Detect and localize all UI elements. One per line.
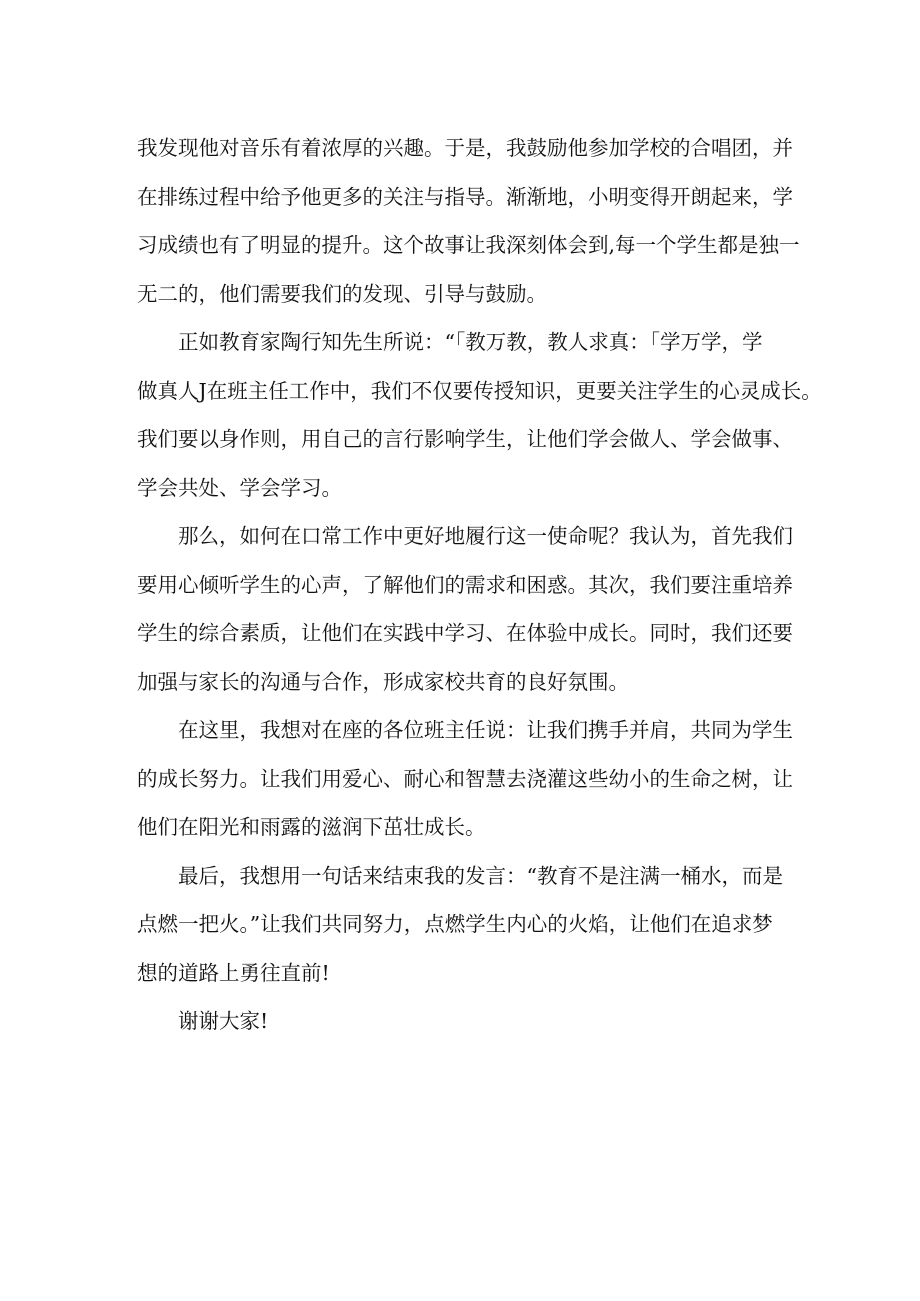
text-line: 我们要以身作则，用自己的言行影响学生，让他们学会做人、学会做事、 — [137, 427, 793, 451]
text-line: 点燃一把火。”让我们共同努力，点燃学生内心的火焰，让他们在追求梦 — [137, 912, 773, 936]
text-line: 我发现他对音乐有着浓厚的兴趣。于是，我鼓励他参加学校的合唱团，并 — [137, 136, 793, 160]
closing-paragraph — [137, 997, 787, 1046]
paragraph — [137, 318, 822, 512]
text-line: 习成绩也有了明显的提升。这个故事让我深刻体会到,每一个学生都是独一 — [137, 233, 800, 257]
closing-line: 谢谢大家! — [178, 1009, 269, 1033]
text-line: 最后，我想用一句话来结束我的发言：“教育不是注满一桶水，而是 — [178, 863, 783, 888]
text-line: 加强与家长的沟通与合作，形成家校共育的良好氛围。 — [137, 669, 629, 694]
text-line: 学会共处、学会学习。 — [137, 475, 342, 500]
text-line: 做真人J在班主任工作中，我们不仅要传授知识，更要关注学生的心灵成长。 — [137, 378, 822, 403]
text-line: 无二的，他们需要我们的发现、引导与鼓励。 — [137, 281, 547, 306]
text-line: 正如教育家陶行知先生所说：“「教万教，教人求真：「学万学，学 — [178, 330, 763, 354]
text-line: 在这里，我想对在座的各位班主任说：让我们携手并肩，共同为学生 — [178, 718, 793, 742]
text-line: 他们在阳光和雨露的滋润下茁壮成长。 — [137, 815, 486, 839]
text-line: 要用心倾听学生的心声，了解他们的需求和困惑。其次，我们要注重培养 — [137, 572, 793, 597]
paragraph — [137, 706, 793, 852]
paragraph — [137, 512, 793, 706]
paragraph — [137, 852, 787, 998]
document-body — [137, 124, 822, 1046]
text-line: 学生的综合素质，让他们在实践中学习、在体验中成长。同时，我们还要 — [137, 621, 793, 645]
text-line: 的成长努力。让我们用爱心、耐心和智慧去浇灌这些幼小的生命之树，让 — [137, 766, 793, 791]
text-line: 那么，如何在口常工作中更好地履行这一使命呢？我认为，首先我们 — [178, 524, 793, 548]
text-line: 在排练过程中给予他更多的关注与指导。渐渐地，小明变得开朗起来，学 — [137, 184, 793, 209]
paragraph — [137, 124, 800, 318]
text-line: 想的道路上勇往直前! — [137, 960, 330, 985]
